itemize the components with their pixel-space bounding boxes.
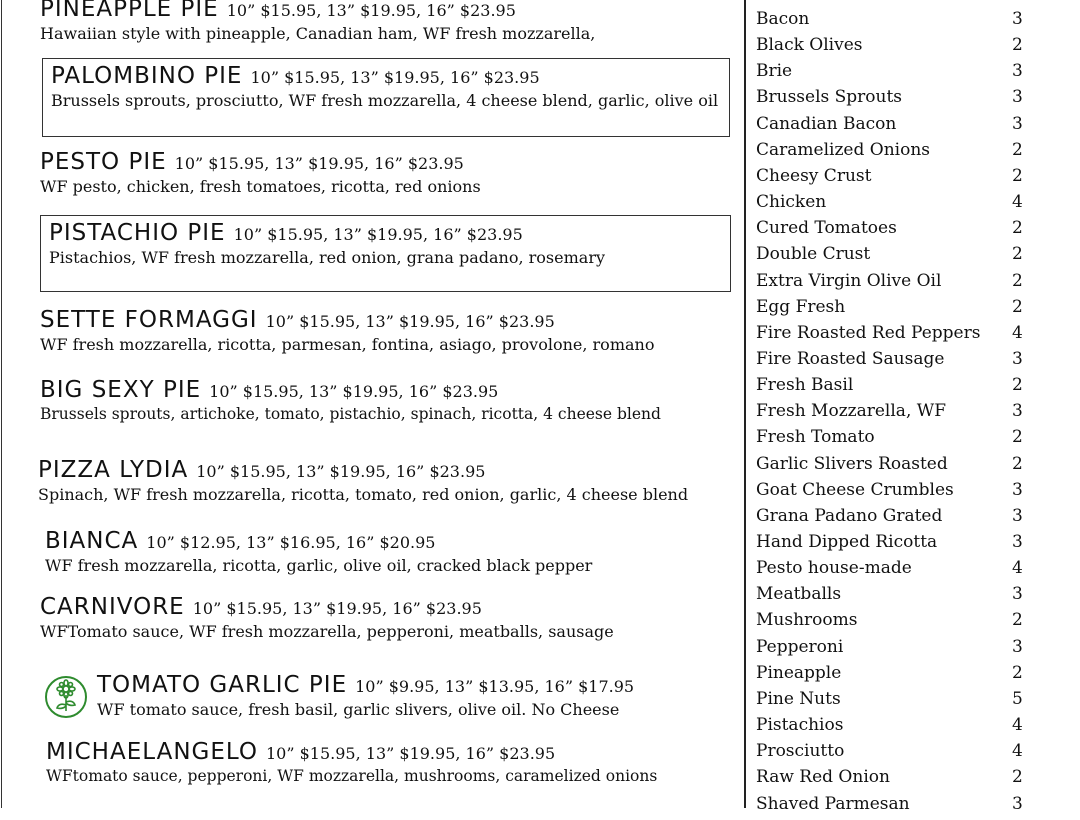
topping-name: Canadian Bacon <box>756 113 897 134</box>
pie-pistachio <box>40 215 731 292</box>
pie-description: Brussels sprouts, artichoke, tomato, pistachio, spinach, ricotta, 4 cheese blend <box>40 405 661 423</box>
topping-price: 3 <box>1012 584 1023 605</box>
topping-price: 2 <box>1012 139 1023 160</box>
pie-name: MICHAELANGELO <box>46 739 258 765</box>
topping-row <box>756 218 1028 244</box>
topping-price: 4 <box>1012 192 1023 213</box>
topping-name: Hand Dipped Ricotta <box>756 532 938 552</box>
pie-sette-formaggi <box>40 307 654 354</box>
topping-row <box>756 297 1028 323</box>
pie-name: BIANCA <box>45 528 139 554</box>
column-divider <box>744 0 746 808</box>
pie-description: Brussels sprouts, prosciutto, WF fresh mozzarella, 4 cheese blend, garlic, olive oil <box>51 91 719 110</box>
topping-price: 2 <box>1012 35 1023 56</box>
pie-name: SETTE FORMAGGI <box>40 307 258 333</box>
topping-name: Fresh Tomato <box>756 427 875 448</box>
topping-row <box>756 480 1028 506</box>
topping-row <box>756 114 1028 140</box>
topping-price: 3 <box>1012 636 1023 657</box>
topping-row <box>756 506 1028 532</box>
pie-prices: 10” $15.95, 13” $19.95, 16” $23.95 <box>196 462 486 481</box>
pie-description: WF pesto, chicken, fresh tomatoes, ricotta, red onions <box>40 177 481 196</box>
topping-price: 2 <box>1012 767 1023 788</box>
topping-price: 4 <box>1012 558 1023 579</box>
pie-description: WFTomato sauce, WF fresh mozzarella, pepperoni, meatballs, sausage <box>40 622 614 641</box>
topping-name: Black Olives <box>756 35 863 56</box>
topping-row <box>756 140 1028 166</box>
topping-price: 5 <box>1012 688 1023 709</box>
topping-name: Pistachios <box>756 715 844 736</box>
topping-name: Pine Nuts <box>756 688 841 709</box>
pie-carnivore <box>40 594 614 641</box>
pie-prices: 10” $15.95, 13” $19.95, 16” $23.95 <box>265 312 555 331</box>
pie-name: TOMATO GARLIC PIE <box>97 672 348 698</box>
topping-price: 2 <box>1012 165 1023 186</box>
topping-price: 3 <box>1012 87 1023 108</box>
pie-tomato-garlic <box>97 672 634 719</box>
pie-michaelangelo <box>46 739 657 785</box>
topping-price: 2 <box>1012 610 1023 631</box>
topping-name: Meatballs <box>756 584 842 605</box>
topping-row <box>756 349 1028 375</box>
pie-pizza-lydia <box>38 457 688 504</box>
topping-row <box>756 689 1028 715</box>
pie-pineapple <box>40 0 595 43</box>
pie-description: WF fresh mozzarella, ricotta, garlic, olive oil, cracked black pepper <box>45 556 593 575</box>
topping-price: 2 <box>1012 218 1023 239</box>
topping-row <box>756 532 1028 558</box>
topping-price: 3 <box>1012 113 1023 134</box>
topping-name: Pineapple <box>756 662 842 683</box>
topping-row <box>756 323 1028 349</box>
topping-name: Cured Tomatoes <box>756 218 897 239</box>
pie-description: Spinach, WF fresh mozzarella, ricotta, tomato, red onion, garlic, 4 cheese blend <box>38 485 689 504</box>
topping-name: Raw Red Onion <box>756 767 890 788</box>
topping-name: Goat Cheese Crumbles <box>756 479 954 500</box>
topping-row <box>756 584 1028 610</box>
pie-prices: 10” $15.95, 13” $19.95, 16” $23.95 <box>226 1 516 20</box>
topping-price: 3 <box>1012 348 1023 369</box>
topping-row <box>756 767 1028 793</box>
pie-description: Hawaiian style with pineapple, Canadian ham, WF fresh mozzarella, <box>40 24 596 43</box>
topping-row <box>756 794 1028 820</box>
topping-price: 3 <box>1012 479 1023 500</box>
topping-name: Brussels Sprouts <box>756 87 903 108</box>
pie-prices: 10” $15.95, 13” $19.95, 16” $23.95 <box>174 154 464 173</box>
topping-name: Caramelized Onions <box>756 139 930 160</box>
pie-name: PIZZA LYDIA <box>38 457 189 483</box>
pie-description: WFtomato sauce, pepperoni, WF mozzarella, mushrooms, caramelized onions <box>46 767 658 785</box>
pie-prices: 10” $15.95, 13” $19.95, 16” $23.95 <box>265 744 556 763</box>
topping-name: Pepperoni <box>756 636 844 657</box>
topping-row <box>756 715 1028 741</box>
pie-prices: 10” $15.95, 13” $19.95, 16” $23.95 <box>233 225 523 244</box>
topping-name: Extra Virgin Olive Oil <box>756 270 942 291</box>
topping-price: 2 <box>1012 244 1023 265</box>
topping-row <box>756 401 1028 427</box>
pie-palombino <box>42 58 730 137</box>
pie-big-sexy <box>40 377 661 423</box>
topping-name: Grana Padano Grated <box>756 505 943 526</box>
topping-price: 3 <box>1012 9 1023 29</box>
topping-name: Fire Roasted Red Peppers <box>756 322 981 343</box>
topping-price: 2 <box>1012 296 1023 317</box>
topping-row <box>756 427 1028 453</box>
pie-prices: 10” $9.95, 13” $13.95, 16” $17.95 <box>355 677 635 696</box>
pie-prices: 10” $12.95, 13” $16.95, 16” $20.95 <box>146 533 436 552</box>
topping-price: 3 <box>1012 793 1023 814</box>
topping-row <box>756 9 1028 35</box>
topping-name: Garlic Slivers Roasted <box>756 453 948 474</box>
topping-row <box>756 244 1028 270</box>
pie-description: WF tomato sauce, fresh basil, garlic slivers, olive oil. No Cheese <box>97 700 620 719</box>
topping-row <box>756 166 1028 192</box>
topping-row <box>756 87 1028 113</box>
topping-price: 3 <box>1012 61 1023 82</box>
topping-name: Fire Roasted Sausage <box>756 348 945 369</box>
pie-prices: 10” $15.95, 13” $19.95, 16” $23.95 <box>209 382 499 401</box>
topping-price: 3 <box>1012 532 1023 552</box>
topping-price: 2 <box>1012 453 1023 474</box>
topping-price: 3 <box>1012 401 1023 422</box>
topping-name: Prosciutto <box>756 741 845 762</box>
pie-name: PINEAPPLE PIE <box>40 0 219 22</box>
pie-name: PISTACHIO PIE <box>49 220 226 246</box>
topping-name: Fresh Basil <box>756 375 854 396</box>
topping-row <box>756 663 1028 689</box>
pie-prices: 10” $15.95, 13” $19.95, 16” $23.95 <box>192 599 482 618</box>
topping-row <box>756 375 1028 401</box>
pie-bianca <box>45 528 592 575</box>
pie-name: PALOMBINO PIE <box>51 63 243 89</box>
topping-name: Bacon <box>756 9 810 29</box>
topping-name: Pesto house-made <box>756 558 912 579</box>
topping-name: Brie <box>756 61 793 82</box>
pie-name: BIG SEXY PIE <box>40 377 202 403</box>
pie-description: WF fresh mozzarella, ricotta, parmesan, fontina, asiago, provolone, romano <box>40 335 655 354</box>
topping-price: 4 <box>1012 322 1023 343</box>
topping-price: 4 <box>1012 741 1023 762</box>
topping-row <box>756 558 1028 584</box>
topping-price: 2 <box>1012 270 1023 291</box>
topping-name: Fresh Mozzarella, WF <box>756 401 947 422</box>
topping-price: 2 <box>1012 375 1023 396</box>
topping-name: Egg Fresh <box>756 296 846 317</box>
topping-name: Chicken <box>756 192 827 213</box>
pie-description: Pistachios, WF fresh mozzarella, red onion, grana padano, rosemary <box>49 248 605 267</box>
topping-row <box>756 454 1028 480</box>
topping-row <box>756 192 1028 218</box>
topping-row <box>756 637 1028 663</box>
topping-name: Shaved Parmesan <box>756 793 910 814</box>
pie-name: CARNIVORE <box>40 594 185 620</box>
left-border <box>1 0 2 808</box>
topping-name: Cheesy Crust <box>756 165 872 186</box>
topping-row <box>756 610 1028 636</box>
pie-prices: 10” $15.95, 13” $19.95, 16” $23.95 <box>250 68 540 87</box>
flower-icon <box>44 675 88 719</box>
topping-name: Mushrooms <box>756 610 858 631</box>
topping-row <box>756 61 1028 87</box>
topping-price: 2 <box>1012 427 1023 448</box>
topping-price: 2 <box>1012 662 1023 683</box>
pie-name: PESTO PIE <box>40 149 167 175</box>
topping-name: Double Crust <box>756 244 871 265</box>
pie-pesto <box>40 149 481 196</box>
topping-row <box>756 271 1028 297</box>
topping-row <box>756 741 1028 767</box>
topping-row <box>756 35 1028 61</box>
topping-price: 4 <box>1012 715 1023 736</box>
topping-price: 3 <box>1012 505 1023 526</box>
